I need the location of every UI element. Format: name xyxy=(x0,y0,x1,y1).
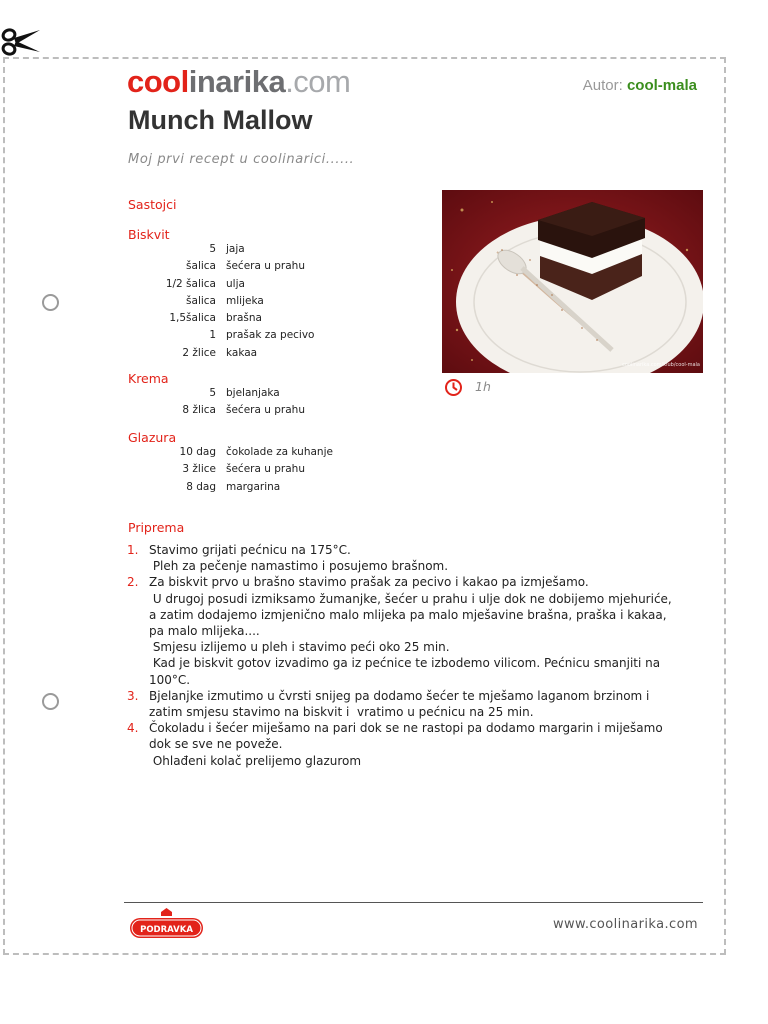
preparation-steps xyxy=(127,542,697,769)
ingredient-row xyxy=(128,310,428,327)
ingredient-quantity: šalica xyxy=(186,260,216,273)
step-text-line: Stavimo grijati pećnicu na 175°C. xyxy=(149,543,351,557)
preparation-step xyxy=(127,542,697,574)
ingredient-row xyxy=(128,276,428,293)
ingredient-name: bjelanjaka xyxy=(226,387,280,399)
preparation-title: Priprema xyxy=(128,520,185,535)
binder-hole xyxy=(42,294,59,311)
ingredient-quantity: 1/2 šalica xyxy=(165,277,216,290)
author-line xyxy=(583,77,697,94)
step-text-line: Kad je biskvit gotov izvadimo ga iz pećnice te izbodemo vilicom. Pećnicu smanjiti na xyxy=(149,656,661,671)
step-text-line: a zatim dodajemo izmjenično malo mlijeka pa malo mješavine brašna, praška i kakaa, xyxy=(149,607,667,622)
ingredient-list-krema xyxy=(128,385,428,420)
step-text-line: zatim smjesu stavimo na biskvit i vratimo u pećnicu na 25 min. xyxy=(149,705,534,720)
ingredient-name: jaja xyxy=(226,243,245,255)
ingredient-quantity: 10 dag xyxy=(179,446,216,458)
step-text-line: 100°C. xyxy=(149,672,191,687)
step-text-line: dok se sve ne poveže. xyxy=(149,737,283,752)
ingredient-row xyxy=(128,385,428,402)
preparation-step xyxy=(127,688,697,720)
ingredient-row xyxy=(128,241,428,258)
podravka-logo[interactable] xyxy=(127,908,206,942)
footer-url[interactable]: www.coolinarika.com xyxy=(552,917,698,932)
step-number: 4. xyxy=(127,721,139,736)
ingredient-name: mlijeka xyxy=(226,294,264,307)
step-number: 3. xyxy=(127,688,139,703)
ingredient-quantity: 3 žlice xyxy=(182,463,216,476)
section-title-krema: Krema xyxy=(128,371,169,386)
clock-icon xyxy=(444,378,463,397)
ingredient-row xyxy=(128,461,428,478)
section-title-biskvit: Biskvit xyxy=(128,227,170,242)
step-text-line: Bjelanjke izmutimo u čvrsti snijeg pa dodamo šećer te mješamo laganom brzinom i xyxy=(149,688,650,703)
step-text-line: Smjesu izlijemo u pleh i stavimo peći oko 25 min. xyxy=(149,640,450,655)
ingredient-quantity: 2 žlice xyxy=(182,346,216,359)
ingredient-quantity: 1 xyxy=(209,329,216,342)
ingredient-row xyxy=(128,402,428,419)
preparation-step xyxy=(127,720,697,769)
step-text-line: Čokoladu i šećer miješamo na pari dok se ne rastopi pa dodamo margarin i miješamo xyxy=(149,721,663,736)
preparation-step xyxy=(127,574,697,687)
ingredient-name: margarina xyxy=(226,480,281,493)
recipe-photo xyxy=(442,190,703,373)
author-label: Autor: xyxy=(582,77,623,94)
ingredient-row xyxy=(128,479,428,496)
ingredients-heading: Sastojci xyxy=(128,197,177,212)
ingredient-quantity: 8 dag xyxy=(186,480,216,493)
step-text-line: U drugoj posudi izmiksamo žumanjke, šećer u prahu i ulje dok ne dobijemo mjehuriće, xyxy=(149,591,672,606)
step-number: 1. xyxy=(127,543,139,557)
prep-time: 1h xyxy=(475,379,491,394)
ingredient-quantity: šalica xyxy=(186,294,216,307)
ingredient-quantity: 1,5šalica xyxy=(169,312,216,325)
scissors-icon xyxy=(0,22,42,62)
ingredient-list-glazura xyxy=(128,444,428,496)
photo-watermark: coolinarika.com/klub/cool-mala xyxy=(622,362,700,368)
ingredient-name: šećera u prahu xyxy=(226,260,305,273)
ingredient-name: ulja xyxy=(226,277,245,290)
author-name[interactable]: cool-mala xyxy=(626,77,697,94)
recipe-subtitle: Moj prvi recept u coolinarici...... xyxy=(128,152,355,167)
ingredient-row xyxy=(128,444,428,461)
step-text-line: Ohlađeni kolač prelijemo glazurom xyxy=(149,753,362,768)
step-number: 2. xyxy=(127,575,139,590)
ingredient-row xyxy=(128,293,428,310)
step-text-line: pa malo mlijeka.... xyxy=(149,624,260,639)
ingredient-row xyxy=(128,327,428,344)
ingredient-name: kakaa xyxy=(226,346,258,359)
coolinarika-logo[interactable]: coolinarika.com xyxy=(127,64,351,99)
binder-hole xyxy=(42,693,59,710)
podravka-logo-text: PODRAVKA xyxy=(140,925,193,935)
ingredient-name: prašak za pecivo xyxy=(226,329,315,342)
ingredient-name: šećera u prahu xyxy=(226,463,305,476)
ingredient-name: čokolade za kuhanje xyxy=(226,446,333,458)
recipe-title: Munch Mallow xyxy=(128,105,313,135)
ingredient-quantity: 5 xyxy=(209,243,216,255)
ingredient-quantity: 8 žlica xyxy=(182,404,216,417)
ingredient-name: brašna xyxy=(226,312,262,325)
ingredient-list-biskvit xyxy=(128,241,428,362)
step-text-line: Pleh za pečenje namastimo i posujemo brašnom. xyxy=(149,559,449,574)
ingredient-name: šećera u prahu xyxy=(226,404,305,417)
ingredient-row xyxy=(128,345,428,362)
footer-divider xyxy=(124,902,703,903)
ingredient-row xyxy=(128,258,428,275)
step-text-line: Za biskvit prvo u brašno stavimo prašak za pecivo i kakao pa izmješamo. xyxy=(149,575,589,590)
ingredient-quantity: 5 xyxy=(209,387,216,399)
section-title-glazura: Glazura xyxy=(128,430,177,445)
